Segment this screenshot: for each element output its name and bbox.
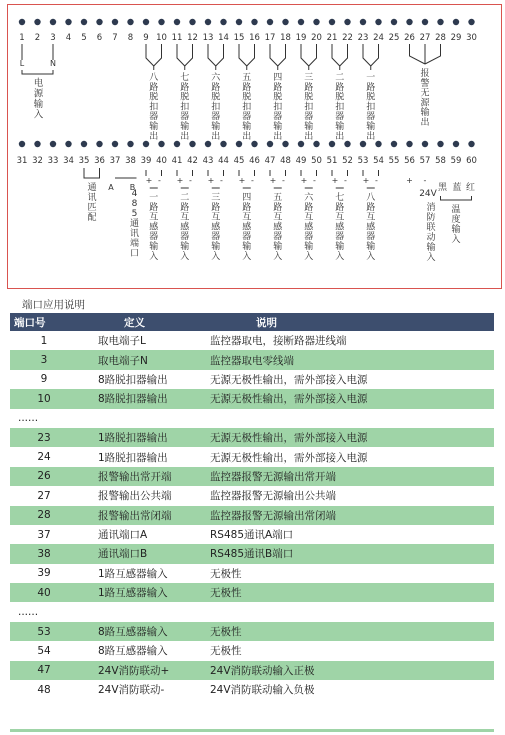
cell-definition: 1路互感器输入: [96, 583, 208, 602]
label-minus: -: [189, 176, 192, 185]
terminal-number: 46: [249, 156, 260, 166]
terminal-number: 50: [311, 156, 322, 166]
terminal-dot: [236, 141, 242, 147]
terminal-number: 24: [373, 33, 384, 43]
cell-port: ......: [10, 409, 96, 428]
cell-description: 监控器取电零线端: [208, 350, 494, 369]
cell-description: 24V消防联动输入负极: [208, 680, 494, 699]
label-breaker-output: 三路脱扣器输出: [304, 73, 314, 142]
cell-description: 监控器报警无源输出公共端: [208, 486, 494, 505]
label-sensor-input: 二路互感器输入: [180, 193, 190, 262]
cell-port: 48: [10, 680, 96, 699]
power-wire: [22, 44, 53, 60]
terminal-number: 19: [295, 33, 307, 43]
terminal-dot: [96, 19, 102, 25]
terminal-number: 15: [233, 33, 245, 43]
label-breaker-output: 六路脱扣器输出: [211, 73, 221, 142]
terminal-number: 12: [187, 33, 198, 43]
terminal-number: 42: [187, 156, 198, 166]
label-power-input: 电源输入: [33, 78, 44, 121]
terminal-dot: [298, 141, 304, 147]
cell-description: [208, 602, 494, 621]
terminal-dot: [344, 19, 350, 25]
table-row: [10, 602, 494, 621]
cell-port: 47: [10, 661, 96, 680]
terminal-dot: [375, 141, 381, 147]
table-row: [10, 486, 494, 505]
label-sensor-input: 七路互感器输入: [335, 193, 345, 262]
power-bracket: [22, 70, 53, 74]
terminal-dot: [468, 19, 474, 25]
terminal-number: 57: [419, 156, 431, 166]
terminal-number: 44: [218, 156, 229, 166]
cell-port: 23: [10, 428, 96, 447]
cell-definition: 24V消防联动+: [96, 661, 208, 680]
terminal-number: 56: [404, 156, 415, 166]
temp-bracket: [441, 196, 472, 200]
cell-description: 无源无极性输出，需外部接入电源: [208, 447, 494, 466]
terminal-dot: [282, 141, 288, 147]
label-sensor-input: 六路互感器输入: [304, 193, 314, 262]
terminal-number: 31: [16, 156, 28, 166]
cell-port: 26: [10, 467, 96, 486]
table-row: [10, 350, 494, 369]
table-row: [10, 622, 494, 641]
terminal-dot: [251, 19, 257, 25]
terminal-number: 26: [404, 33, 415, 43]
cell-port: 24: [10, 447, 96, 466]
terminal-number: 17: [264, 33, 276, 43]
table-row: [10, 370, 494, 389]
cell-port: ......: [10, 602, 96, 621]
breaker-wire: [146, 44, 162, 70]
label-plus: +: [406, 176, 413, 185]
cell-description: 无源无极性输出，需外部接入电源: [208, 428, 494, 447]
terminal-number: 28: [435, 33, 446, 43]
label-A: A: [108, 183, 114, 192]
label-breaker-output: 七路脱扣器输出: [180, 73, 190, 142]
terminal-number: 4: [65, 33, 72, 43]
terminal-number: 38: [125, 156, 136, 166]
terminal-number: 29: [450, 33, 462, 43]
table-row: [10, 641, 494, 660]
cell-definition: 8路脱扣器输出: [96, 370, 208, 389]
terminal-dot: [189, 19, 195, 25]
terminal-dot: [251, 141, 257, 147]
terminal-dot: [127, 19, 133, 25]
terminal-number: 1: [19, 33, 25, 43]
terminal-dot: [34, 19, 40, 25]
label-breaker-output: 八路脱扣器输出: [149, 73, 159, 142]
label-minus: -: [313, 176, 316, 185]
terminal-dot: [375, 19, 381, 25]
cell-port: 3: [10, 350, 96, 369]
label-fire-link: 消防联动输入: [426, 203, 436, 263]
cell-port: 37: [10, 525, 96, 544]
terminal-dot: [158, 141, 164, 147]
terminal-dot: [112, 19, 118, 25]
cell-definition: 通讯端口A: [96, 525, 208, 544]
breaker-wire: [270, 44, 286, 70]
cell-definition: [96, 602, 208, 621]
terminal-number: 55: [388, 156, 400, 166]
terminal-dot: [81, 19, 87, 25]
breaker-wire: [208, 44, 224, 70]
table-row: [10, 331, 494, 350]
terminal-dot: [406, 141, 412, 147]
cell-port: 39: [10, 564, 96, 583]
terminal-dot: [65, 141, 71, 147]
terminal-number: 22: [342, 33, 353, 43]
table-row: [10, 506, 494, 525]
terminal-dot: [96, 141, 102, 147]
label-N: N: [50, 59, 56, 68]
cell-definition: 1路脱扣器输出: [96, 428, 208, 447]
header-port: 端口号: [10, 313, 96, 331]
terminal-dot: [329, 141, 335, 147]
terminal-dot: [329, 19, 335, 25]
terminal-dot: [422, 19, 428, 25]
cell-port: 40: [10, 583, 96, 602]
cell-description: 无极性: [208, 641, 494, 660]
label-L: L: [19, 59, 25, 68]
terminal-dot: [112, 141, 118, 147]
terminal-dot: [174, 19, 180, 25]
label-temp-input: 温度输入: [451, 205, 461, 245]
header-description: 说明: [208, 313, 494, 331]
table-row: [10, 428, 494, 447]
cell-description: 监控器取电，接断路器进线端: [208, 331, 494, 350]
label-minus: -: [375, 176, 378, 185]
terminal-number: 13: [202, 33, 214, 43]
label-plus: +: [238, 176, 246, 185]
terminal-number: 8: [127, 33, 134, 43]
terminal-number: 25: [388, 33, 400, 43]
cell-description: [208, 409, 494, 428]
terminal-number: 18: [280, 33, 291, 43]
cell-definition: 8路脱扣器输出: [96, 389, 208, 408]
label-B: B: [129, 183, 136, 192]
label-sensor-input: 三路互感器输入: [211, 193, 221, 262]
cell-description: RS485通讯B端口: [208, 544, 494, 563]
label-breaker-output: 五路脱扣器输出: [242, 73, 252, 142]
terminal-number: 47: [264, 156, 276, 166]
label-breaker-output: 二路脱扣器输出: [335, 73, 345, 142]
cell-description: 无源无极性输出，需外部接入电源: [208, 389, 494, 408]
terminal-dot: [437, 19, 443, 25]
table-row: [10, 467, 494, 486]
terminal-number: 49: [295, 156, 307, 166]
breaker-wire: [332, 44, 348, 70]
cell-port: 53: [10, 622, 96, 641]
terminal-number: 21: [326, 33, 338, 43]
terminal-number: 52: [342, 156, 353, 166]
wiring-diagram: [0, 0, 505, 295]
label-breaker-output: 四路脱扣器输出: [273, 73, 283, 142]
terminal-dot: [298, 19, 304, 25]
terminal-dot: [391, 141, 397, 147]
terminal-number: 6: [96, 33, 103, 43]
table-row: [10, 564, 494, 583]
cell-definition: 报警输出常开端: [96, 467, 208, 486]
cell-description: 无极性: [208, 564, 494, 583]
table-row: [10, 389, 494, 408]
label-black: 黑: [437, 183, 448, 193]
terminal-number: 2: [34, 33, 41, 43]
label-rs485-port: 4 8 5 通讯端口: [129, 189, 140, 259]
terminal-dot: [50, 141, 56, 147]
terminal-number: 45: [233, 156, 245, 166]
label-comm-match: 通讯匹配: [87, 183, 97, 223]
terminal-dot: [313, 19, 319, 25]
terminal-number: 51: [326, 156, 338, 166]
cell-definition: 24V消防联动-: [96, 680, 208, 699]
cell-definition: 通讯端口B: [96, 544, 208, 563]
table-row: [10, 409, 494, 428]
label-plus: +: [145, 176, 153, 185]
terminal-dot: [406, 19, 412, 25]
cell-definition: 取电端子L: [96, 331, 208, 350]
label-minus: -: [344, 176, 347, 185]
terminal-dot: [437, 141, 443, 147]
cell-description: RS485通讯A端口: [208, 525, 494, 544]
cell-description: 无极性: [208, 622, 494, 641]
terminal-dot: [158, 19, 164, 25]
section-title: 端口应用说明: [22, 299, 85, 311]
terminal-number: 33: [47, 156, 59, 166]
terminal-number: 7: [112, 33, 118, 43]
terminal-dot: [313, 141, 319, 147]
terminal-number: 59: [450, 156, 462, 166]
terminal-dot: [360, 19, 366, 25]
terminal-dot: [220, 19, 226, 25]
label-alarm-output: 报警无源输出: [420, 69, 430, 128]
terminal-dot: [453, 141, 459, 147]
label-minus: -: [423, 176, 427, 185]
breaker-wire: [301, 44, 317, 70]
terminal-number: 5: [81, 33, 87, 43]
cell-definition: 报警输出公共端: [96, 486, 208, 505]
terminal-number: 53: [357, 156, 369, 166]
terminal-number: 9: [143, 33, 149, 43]
terminal-number: 23: [357, 33, 369, 43]
cell-port: 38: [10, 544, 96, 563]
breaker-wire: [363, 44, 379, 70]
terminal-dot: [19, 19, 25, 25]
terminal-dot: [453, 19, 459, 25]
cell-port: 10: [10, 389, 96, 408]
breaker-wire: [239, 44, 255, 70]
terminal-dot: [174, 141, 180, 147]
terminal-dot: [143, 19, 149, 25]
label-24v: 24V: [419, 189, 437, 199]
terminal-number: 20: [311, 33, 322, 43]
cell-definition: 1路互感器输入: [96, 564, 208, 583]
terminal-dot: [205, 19, 211, 25]
label-red: 红: [465, 183, 476, 193]
label-minus: -: [158, 176, 161, 185]
terminal-number: 3: [50, 33, 56, 43]
table-header: [10, 313, 494, 331]
terminal-number: 10: [156, 33, 167, 43]
cell-description: 无源无极性输出，需外部接入电源: [208, 370, 494, 389]
label-blue: 蓝: [452, 183, 462, 193]
label-minus: -: [282, 176, 285, 185]
terminal-number: 60: [466, 156, 477, 166]
terminal-dot: [143, 141, 149, 147]
cell-description: 24V消防联动输入正极: [208, 661, 494, 680]
table-row: [10, 661, 494, 680]
cell-definition: 报警输出常闭端: [96, 506, 208, 525]
table-row: [10, 544, 494, 563]
terminal-number: 34: [63, 156, 74, 166]
terminal-dot: [34, 141, 40, 147]
table-row: [10, 680, 494, 699]
terminal-number: 43: [202, 156, 214, 166]
label-breaker-output: 一路脱扣器输出: [366, 73, 376, 142]
terminal-dot: [391, 19, 397, 25]
cell-definition: [96, 409, 208, 428]
cell-port: 27: [10, 486, 96, 505]
terminal-number: 48: [280, 156, 291, 166]
terminal-number: 54: [373, 156, 384, 166]
terminal-dot: [267, 19, 273, 25]
terminal-dot: [220, 141, 226, 147]
terminal-dot: [267, 141, 273, 147]
label-sensor-input: 八路互感器输入: [366, 193, 376, 262]
terminal-dot: [50, 19, 56, 25]
table-bottom-bar: [10, 729, 494, 732]
cell-port: 9: [10, 370, 96, 389]
terminal-dot: [422, 141, 428, 147]
comm-match-bracket: [84, 168, 100, 178]
terminal-dot: [344, 141, 350, 147]
terminal-number: 14: [218, 33, 229, 43]
cell-description: 监控器报警无源输出常开端: [208, 467, 494, 486]
cell-port: 28: [10, 506, 96, 525]
terminal-dot: [236, 19, 242, 25]
cell-description: 无极性: [208, 583, 494, 602]
terminal-number: 30: [466, 33, 477, 43]
terminal-number: 35: [78, 156, 90, 166]
label-plus: +: [176, 176, 184, 185]
label-minus: -: [220, 176, 223, 185]
table-row: [10, 583, 494, 602]
terminal-dot: [360, 141, 366, 147]
terminal-dot: [81, 141, 87, 147]
alarm-wire: [410, 44, 441, 64]
label-sensor-input: 四路互感器输入: [242, 193, 252, 262]
terminal-number: 32: [32, 156, 43, 166]
terminal-number: 58: [435, 156, 446, 166]
cell-port: 54: [10, 641, 96, 660]
table-row: [10, 525, 494, 544]
cell-port: 1: [10, 331, 96, 350]
cell-definition: 8路互感器输入: [96, 622, 208, 641]
terminal-number: 41: [171, 156, 183, 166]
label-minus: -: [251, 176, 254, 185]
terminal-number: 40: [156, 156, 167, 166]
cell-definition: 1路脱扣器输出: [96, 447, 208, 466]
terminal-number: 36: [94, 156, 105, 166]
terminal-dot: [282, 19, 288, 25]
terminal-number: 39: [140, 156, 152, 166]
terminal-dot: [127, 141, 133, 147]
terminal-number: 11: [171, 33, 183, 43]
label-plus: +: [269, 176, 277, 185]
terminal-dot: [189, 141, 195, 147]
cell-definition: 取电端子N: [96, 350, 208, 369]
cell-description: 监控器报警无源输出常闭端: [208, 506, 494, 525]
label-sensor-input: 一路互感器输入: [149, 193, 159, 262]
terminal-dot: [468, 141, 474, 147]
header-definition: 定义: [96, 313, 208, 331]
terminal-number: 37: [109, 156, 121, 166]
label-plus: +: [207, 176, 215, 185]
cell-definition: 8路互感器输入: [96, 641, 208, 660]
terminal-dot: [205, 141, 211, 147]
terminal-number: 27: [419, 33, 431, 43]
port-table: [10, 313, 494, 699]
breaker-wire: [177, 44, 193, 70]
label-plus: +: [331, 176, 339, 185]
terminal-dot: [65, 19, 71, 25]
label-plus: +: [362, 176, 370, 185]
terminal-number: 16: [249, 33, 260, 43]
label-sensor-input: 五路互感器输入: [273, 193, 283, 262]
label-plus: +: [300, 176, 308, 185]
terminal-dot: [19, 141, 25, 147]
table-row: [10, 447, 494, 466]
